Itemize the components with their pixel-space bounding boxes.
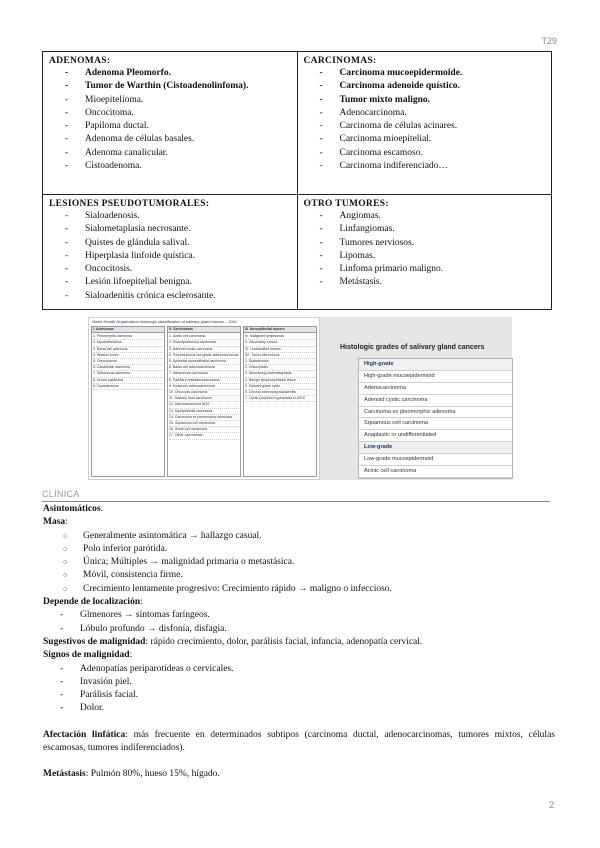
list-item: - Mioepitelioma.	[65, 94, 291, 107]
list-item: - Adenoma de células basales.	[65, 133, 291, 146]
sugestivos-line: Sugestivos de malignidad: rápido crecimiento, dolor, parálisis facial, infancia, adenopatía cervical.	[43, 636, 423, 647]
localizacion-line: Depende de localización:	[43, 597, 143, 608]
list-item: ○ Única; Múltiples → malignidad primaria o metastásica.	[63, 556, 555, 569]
list-item: - Carcinoma mioepitelial.	[320, 133, 546, 146]
list-item: - Linfangiomas.	[320, 223, 546, 236]
who-column	[91, 326, 165, 477]
section-title-clinica: CLÍNICA	[42, 489, 550, 502]
who-row: 1. Sialadenosis	[245, 359, 315, 365]
who-row: 6. Chronic sclerosing sialadenitis	[245, 390, 315, 396]
who-row: 4. Polymorphous low-grade adenocarcinoma	[169, 353, 239, 359]
list-item: - Tumor de Warthin (Cistoadenolinfoma).	[65, 80, 291, 93]
grades-table	[358, 358, 513, 479]
grade-header-row: Low-grade	[359, 442, 512, 454]
carcinomas-title: CARCINOMAS:	[303, 56, 377, 66]
signos-line: Signos de malignidad:	[43, 650, 133, 661]
grade-row: Adenoid cystic carcinoma	[359, 395, 512, 407]
who-caption: World Health Organization histologic classification of salivary gland tumors – 1991	[92, 319, 238, 324]
otros-list	[304, 210, 546, 290]
list-item: - Parálisis facial.	[60, 689, 555, 702]
who-row: 16. Small cell carcinoma	[169, 427, 239, 433]
grades-title: Histologic grades of salivary gland cancers	[340, 344, 485, 351]
list-item: - Cistoadenoma.	[65, 160, 291, 173]
list-item: - Sialometaplasia necrosante.	[65, 223, 291, 236]
list-item: - Angiomas.	[320, 210, 546, 223]
grade-row: Acinic cell carcinoma	[359, 466, 512, 478]
who-row: VII. Tumor-like lesions	[245, 353, 315, 359]
who-row: 14. Carcinoma ex pleomorphic adenoma	[169, 415, 239, 421]
who-row: V. Secondary tumors	[245, 340, 315, 346]
signos-list	[43, 663, 555, 716]
who-row: 1. Pleomorphic adenoma	[93, 334, 163, 340]
who-row: 2. Myoepithelioma	[93, 340, 163, 346]
who-row: 9. Mucinous adenocarcinoma	[169, 384, 239, 390]
linfatica-paragraph: Afectación linfática: más frecuente en determinados subtipos (carcinoma ductal, adenocarcinomas, tumores mixtos, células escamosas, tumores indiferenciados).	[43, 729, 555, 754]
grades-figure	[320, 317, 512, 480]
adenomas-list	[49, 67, 291, 173]
who-row: 9. Cystadenoma	[93, 384, 163, 390]
list-item: - Adenopatías periparotídeas o cervicales.	[60, 663, 555, 676]
cell-adenomas	[43, 52, 298, 195]
who-row: 7. Sebaceous carcinoma	[169, 371, 239, 377]
who-row: 13. Myoepithelial carcinoma	[169, 409, 239, 415]
list-item: ○ Móvil, consistencia firme.	[63, 569, 555, 582]
list-item: ○ Generalmente asintomática → hallazgo casual.	[63, 530, 555, 543]
who-classification-figure	[88, 317, 320, 480]
who-row: 3. Basal cell adenoma	[93, 347, 163, 353]
metastasis-paragraph: Metástasis: Pulmón 80%, hueso 15%, hígado.	[43, 769, 220, 780]
cell-pseudotumorales	[43, 195, 298, 310]
who-row: 2. Oncocytosis	[245, 365, 315, 371]
who-row: 10. Oncocytic carcinoma	[169, 390, 239, 396]
list-item: - Hiperplasia linfoide quística.	[65, 250, 291, 263]
masa-line: Masa:	[43, 517, 68, 528]
who-row: 6. Canalicular adenoma	[93, 365, 163, 371]
cell-otros	[297, 195, 552, 310]
who-column	[167, 326, 241, 477]
adenomas-title: ADENOMAS:	[49, 56, 111, 66]
who-row: IV. Malignant lymphomas	[245, 334, 315, 340]
list-item: - Carcinoma mucoepidermoide.	[320, 67, 546, 80]
list-item: - Carcinoma adenoide quístico.	[320, 80, 546, 93]
who-column-header: III. Nonepithelial tumors	[244, 327, 316, 333]
who-row: 7. Cystic lymphoid hyperplasia in AIDS	[245, 396, 315, 402]
masa-list	[43, 530, 555, 596]
figures	[88, 317, 512, 480]
list-item: - Carcinoma indiferenciado…	[320, 160, 546, 173]
localizacion-list	[43, 609, 555, 636]
grade-row: Adenocarcinoma	[359, 383, 512, 395]
list-item: - Quistes de glándula salival.	[65, 237, 291, 250]
list-item: - Carcinoma de células acinares.	[320, 120, 546, 133]
grade-row: Squamous cell carcinoma	[359, 418, 512, 430]
who-row: 4. Warthin tumor	[93, 353, 163, 359]
clinica-body	[43, 503, 555, 782]
pseudotumorales-title: LESIONES PSEUDOTUMORALES:	[49, 199, 210, 209]
list-item: - Glmenores → síntomas faríngeos.	[60, 609, 555, 622]
who-row: 4. Benign lymphoepithelial lesion	[245, 378, 315, 384]
list-item: - Adenoma Pleomorfo.	[65, 67, 291, 80]
list-item: - Tumores nerviosos.	[320, 237, 546, 250]
who-row: 6. Basal cell adenocarcinoma	[169, 365, 239, 371]
otros-title: OTRO TUMORES:	[303, 199, 389, 209]
list-item: - Oncocitoma.	[65, 107, 291, 120]
who-row: 8. Papillary cystadenocarcinoma	[169, 378, 239, 384]
list-item: - Dolor.	[60, 702, 555, 715]
who-row: 1. Acinic cell carcinoma	[169, 334, 239, 340]
grade-row: High-grade mucoepidermoid	[359, 371, 512, 383]
list-item: - Lesión lifoepitelial benigna.	[65, 276, 291, 289]
who-row: 8. Ductal papilloma	[93, 378, 163, 384]
list-item: - Papiloma ductal.	[65, 120, 291, 133]
list-item: - Oncocitosis.	[65, 263, 291, 276]
who-row: 2. Mucoepidermoid carcinoma	[169, 340, 239, 346]
cell-carcinomas	[297, 52, 552, 195]
list-item: - Carcinoma escamoso.	[320, 147, 546, 160]
who-row: VI. Unclassified tumors	[245, 347, 315, 353]
list-item: - Lóbulo profundo → disfonía, disfagia.	[60, 623, 555, 636]
pseudotumorales-list	[49, 210, 291, 303]
classification-table	[42, 51, 552, 310]
who-column-header: I. Adenomas	[92, 327, 164, 333]
page-number: 2	[548, 800, 554, 810]
who-row: 12. Adenocarcinoma NOS	[169, 402, 239, 408]
list-item: - Metástasis.	[320, 276, 546, 289]
list-item: - Sialoadenosis.	[65, 210, 291, 223]
who-row: 5. Salivary gland cysts	[245, 384, 315, 390]
list-item: ○ Polo inferior parótida.	[63, 543, 555, 556]
carcinomas-list	[304, 67, 546, 173]
list-item: - Invasión piel.	[60, 676, 555, 689]
list-item: - Adenoma canalicular.	[65, 147, 291, 160]
list-item: - Adenocarcinoma.	[320, 107, 546, 120]
who-row: 5. Oncocytoma	[93, 359, 163, 365]
who-row: 3. Adenoid cystic carcinoma	[169, 347, 239, 353]
list-item: - Sialoadenitis crónica esclerosante.	[65, 290, 291, 303]
asintomaticos-line: Asintomáticos.	[43, 504, 103, 514]
who-row: 3. Necrotizing sialometaplasia	[245, 371, 315, 377]
who-row: 5. Epithelial-myoepithelial carcinoma	[169, 359, 239, 365]
list-item: - Lipomas.	[320, 250, 546, 263]
who-column-header: II. Carcinomas	[168, 327, 240, 333]
who-row: 11. Salivary duct carcinoma	[169, 396, 239, 402]
who-row: 7. Sebaceous adenoma	[93, 371, 163, 377]
list-item: - Linfoma primario maligno.	[320, 263, 546, 276]
who-row: 17. Other carcinomas	[169, 433, 239, 439]
who-column	[243, 326, 317, 477]
grade-row: Carcinoma ex pleomorphic adenoma	[359, 407, 512, 419]
who-columns	[91, 326, 317, 477]
who-row: 15. Squamous cell carcinoma	[169, 421, 239, 427]
grade-header-row: High-grade	[359, 359, 512, 371]
grade-row: Anaplastic or undifferentiated	[359, 430, 512, 442]
header-code: T29	[541, 36, 557, 46]
list-item: ○ Crecimiento lentamente progresivo: Crecimiento rápido → maligno o infeccioso.	[63, 583, 555, 596]
list-item: - Tumor mixto maligno.	[320, 94, 546, 107]
grade-row: Low-grade mucoepidermoid	[359, 454, 512, 466]
